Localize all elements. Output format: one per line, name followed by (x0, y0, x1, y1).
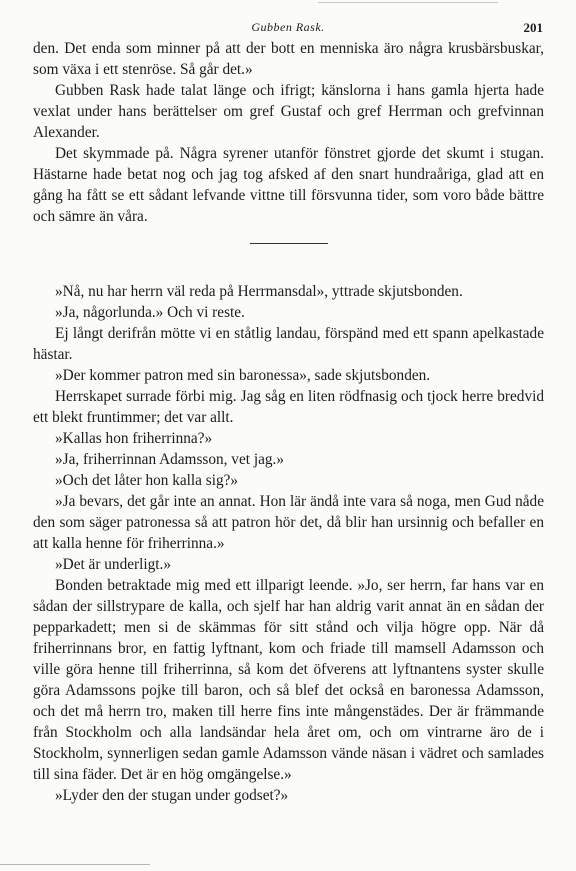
paragraph: Herrskapet surrade förbi mig. Jag såg en liten rödfnasig och tjock herre bredvid ett blekt fruntimmer; det var allt. (33, 388, 544, 426)
paragraph: »Det är underligt.» (55, 556, 171, 573)
paragraph: »Kallas hon friherrinna?» (55, 430, 213, 447)
paragraph: »Der kommer patron med sin baronessa», sade skjutsbonden. (55, 367, 431, 384)
bottom-edge-rule (0, 864, 150, 865)
page-number: 201 (523, 20, 543, 35)
top-edge-rule (318, 2, 498, 3)
paragraph: »Ja bevars, det går inte an annat. Hon lär ändå inte vara så noga, men Gud nåde den som säger patronessa så att patron hör det, då blir han ursinnig och befaller en att kalla henne för friherrinna.» (33, 493, 544, 552)
paragraph: »Och det låter hon kalla sig?» (55, 472, 239, 489)
body-text (33, 38, 544, 806)
paragraph: Bonden betraktade mig med ett illparigt leende. »Jo, ser herrn, far hans var en sådan der sillstrypare de kalla, och sjelf har han aldrig varit annat än en sådan der pepparkadett; men si de skämmas för sitt stånd och vilja högre opp. När då friherrinnans bror, en fattig lyftnant, kom och friade till mamsell Adamsson och ville göra henne till friherrinna, så kom det öfverens att lyftnantens syster skulle göra Adamssons pojke till baron, och så blef det också en baronessa Adamsson, och det må herrn tro, maken till herre fins inte mångenstädes. Der är främmande från Stockholm och alla landsändar hela året om, och om vintrarne äro de i Stockholm, synnerligen sedan gamle Adamsson vände näsan i vädret och samlades till sina fäder. Det är en hög omgängelse.» (33, 577, 544, 783)
running-head: Gubben Rask. (251, 20, 325, 34)
paragraph: »Lyder den der stugan under godset?» (55, 787, 289, 804)
paragraph: »Nå, nu har herrn väl reda på Herrmansdal», yttrade skjutsbonden. (55, 283, 463, 300)
paragraph-continued: den. Det enda som minner på att der bott en menniska äro några krusbärsbuskar, som växa i ett stenröse. Så går det.» (33, 40, 544, 78)
paragraph: »Ja, friherrinnan Adamsson, vet jag.» (55, 451, 284, 468)
paragraph: »Ja, någorlunda.» Och vi reste. (55, 304, 245, 321)
paragraph: Gubben Rask hade talat länge och ifrigt; känslorna i hans gamla hjerta hade vexlat under hans berättelser om gref Gustaf och gref Herrman och grefvinnan Alexander. (33, 82, 544, 141)
paragraph: Det skymmade på. Några syrener utanför fönstret gjorde det skumt i stugan. Hästarne hade betat nog och jag tog afsked af den snart hundraåriga, glad att en gång ha fått se ett sådant lefvande vittne till försvunna tider, som voro både bättre och sämre än våra. (33, 145, 544, 225)
section-break-rule (250, 243, 328, 244)
page-header (0, 20, 576, 40)
paragraph: Ej långt derifrån mötte vi en ståtlig landau, förspänd med ett spann apelkastade hästar. (33, 325, 544, 363)
